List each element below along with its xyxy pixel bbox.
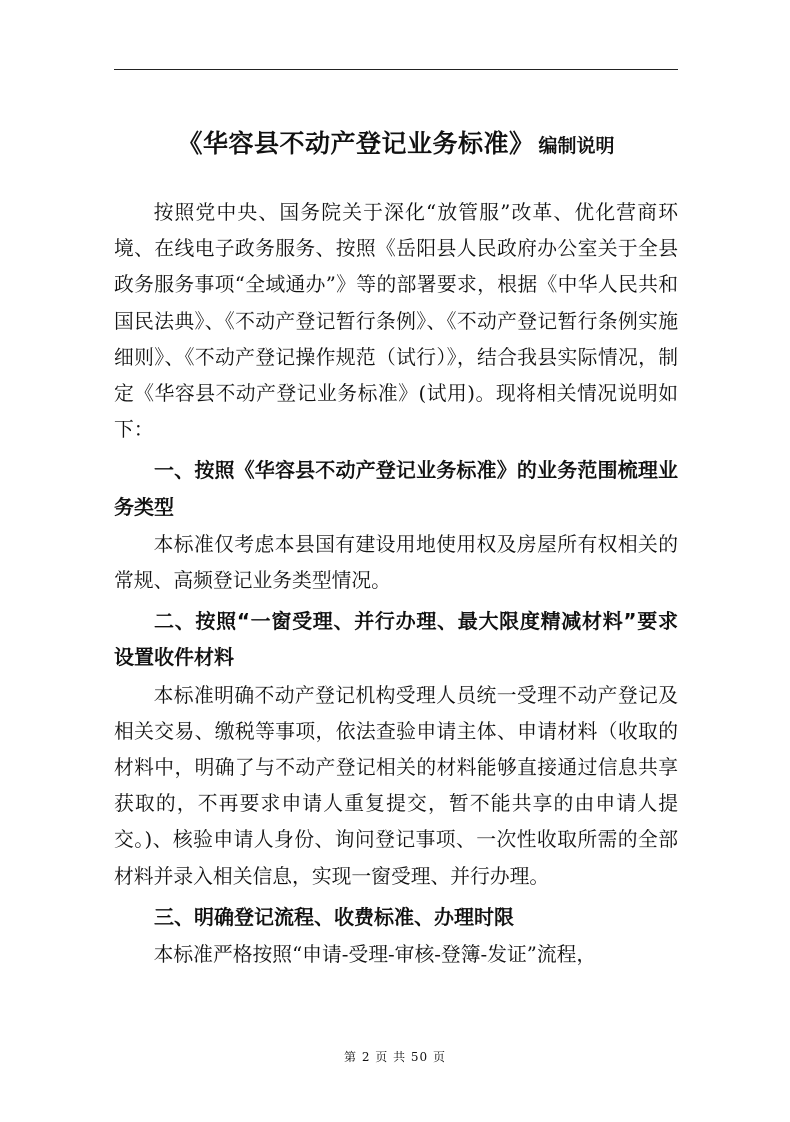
- section-heading-2: 二、按照“一窗受理、并行办理、最大限度精减材料”要求设置收件材料: [114, 609, 678, 670]
- section-heading-1: 一、按照《华容县不动产登记业务标准》的业务范围梳理业务类型: [114, 458, 678, 519]
- section-3-paragraph: 本标准严格按照“申请-受理-审核-登簿-发证”流程，: [153, 943, 597, 967]
- section-1-paragraph: 本标准仅考虑本县国有建设用地使用权及房屋所有权相关的常规、高频登记业务类型情况。: [114, 532, 678, 593]
- intro-paragraph: 按照党中央、国务院关于深化“放管服”改革、优化营商环境、在线电子政务服务、按照《岳阳县人民政府办公室关于全县政务服务事项“全域通办”》等的部署要求，根据《中华人民共和国民法典》、《不动产登记暂行条例》、《不动产登记暂行条例实施细则》、《不动产登记操作规范（试行）》，结合我县实际情况，制定《华容县不动产登记业务标准》(试用)。现将相关情况说明如下：: [114, 201, 678, 442]
- document-title: [114, 124, 678, 160]
- document-title-sub: 编制说明: [538, 135, 615, 157]
- page-number: 第 2 页 共 50 页: [344, 1050, 446, 1064]
- header-rule: [114, 69, 678, 70]
- section-2-paragraph: 本标准明确不动产登记机构受理人员统一受理不动产登记及相关交易、缴税等事项，依法查验申请主体、申请材料（收取的材料中，明确了与不动产登记相关的材料能够直接通过信息共享获取的，不再要求申请人重复提交，暂不能共享的由申请人提交。)、核验申请人身份、询问登记事项、一次性收取所需的全部材料并录入相关信息，实现一窗受理、并行办理。: [114, 683, 678, 888]
- document-body: [114, 195, 678, 973]
- document-title-main: 《华容县不动产登记业务标准》: [177, 129, 535, 158]
- section-heading-3: 三、明确登记流程、收费标准、办理时限: [154, 904, 514, 929]
